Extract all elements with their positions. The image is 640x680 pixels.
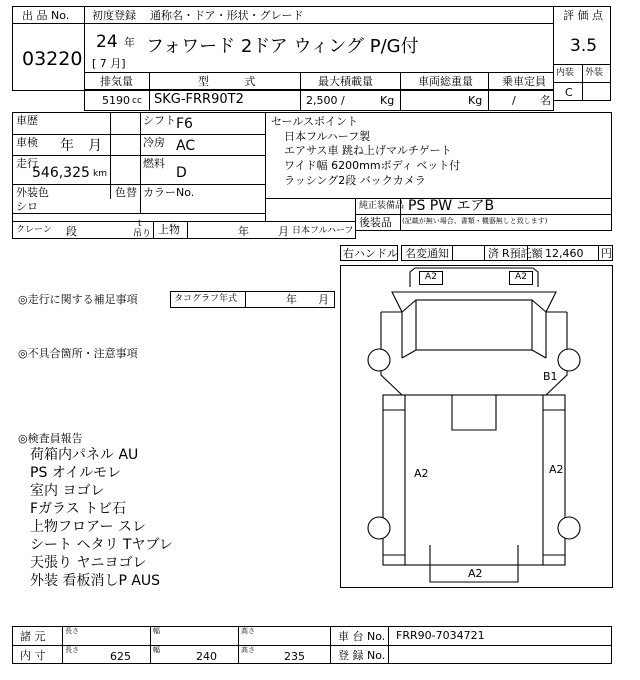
ac-value: AC <box>176 138 196 154</box>
mileage-unit: km <box>93 169 107 179</box>
inspector-line: シート ヘタリ Tヤブレ <box>30 537 173 553</box>
damage-mark: A2 <box>549 463 564 476</box>
model-code-label: 型 式 <box>198 75 272 88</box>
recycle-label: R預託額 <box>502 247 543 260</box>
displacement-unit: cc <box>132 96 142 106</box>
interior-grade: C <box>565 86 573 99</box>
fuel-value: D <box>176 165 187 181</box>
height-label: 高さ <box>241 646 255 654</box>
width-label: 幅 <box>153 646 160 654</box>
height-label: 高さ <box>241 627 255 635</box>
chassis-number: FRR90-7034721 <box>396 629 485 642</box>
shift-value: F6 <box>176 116 193 132</box>
name-change-label: 名変通知 <box>405 247 449 260</box>
color-code-label: カラーNo. <box>143 186 195 199</box>
body-maker: 日本フルハーフ <box>292 226 354 236</box>
spec-label: 諸 元 <box>20 630 46 643</box>
capacity-value: / <box>512 94 516 107</box>
mileage-value: 546,325 <box>32 165 90 181</box>
inspector-line: 上物フロアー スレ <box>30 519 147 535</box>
chassis-no-label: 車 台 No. <box>338 630 386 643</box>
mileage-label: 走行 <box>16 157 38 170</box>
model-code: SKG-FRR90T2 <box>154 92 244 107</box>
recycle-unit: 円 <box>601 247 612 260</box>
exterior-color-label: 外装色 <box>16 186 49 199</box>
inspector-line: 天張り ヤニヨゴレ <box>30 555 147 571</box>
inspector-line: Fガラス トビ石 <box>30 501 127 517</box>
sales-point-line: エアサス車 跳ね上げマルチゲート <box>284 144 452 157</box>
damage-mark: A2 <box>468 567 483 580</box>
recycle-amount: 12,460 <box>545 247 584 260</box>
registration-no-label: 登 録 No. <box>338 649 386 662</box>
inner-height: 235 <box>284 650 305 663</box>
inspector-report-label: ◎検査員報告 <box>18 432 83 445</box>
defect-notes-label: ◎不具合箇所・注意事項 <box>18 347 138 360</box>
inspector-line: 荷箱内パネル AU <box>30 447 139 463</box>
color-change-label: 色替 <box>115 186 137 199</box>
evaluation-score-label: 評 価 点 <box>563 9 603 22</box>
damage-mark: A2 <box>419 271 443 285</box>
crane-stage: 段 <box>66 225 77 238</box>
damage-mark: A2 <box>509 271 533 285</box>
interior-grade-label: 内装 <box>556 68 575 78</box>
body-year-unit: 年 <box>238 225 249 238</box>
capacity-unit: 名 <box>540 94 551 107</box>
tachograph-year-unit: 年 <box>286 293 297 306</box>
length-label: 長さ <box>65 646 79 654</box>
history-label: 車歴 <box>16 114 38 127</box>
vehicle-model-name: フォワード 2ドア ウィング P/G付 <box>146 36 419 57</box>
exterior-color-value: シロ <box>16 200 38 213</box>
inspector-line: 外装 看板消しP AUS <box>30 573 161 589</box>
inspection-label: 車検 <box>16 136 38 149</box>
displacement-label: 排気量 <box>100 75 133 88</box>
crane-lift: 吊り <box>133 229 152 239</box>
inner-dimension-label: 内 寸 <box>20 649 46 662</box>
crane-label: クレーン <box>16 225 52 235</box>
max-load-value: 2,500 / <box>306 94 345 107</box>
max-load-unit: Kg <box>380 94 395 107</box>
aftermarket-note: (記載が無い場合、書類・機器無しと致します) <box>402 217 548 225</box>
max-load-label: 最大積載量 <box>318 75 373 88</box>
year-unit: 年 <box>124 36 135 49</box>
sales-point-line: ラッシング2段 バックカメラ <box>284 174 426 187</box>
tachograph-month-unit: 月 <box>318 293 329 306</box>
first-registration-label: 初度登録 <box>92 9 136 22</box>
body-month-unit: 月 <box>278 225 289 238</box>
lot-number: 03220 <box>22 48 83 70</box>
damage-mark: A2 <box>414 467 429 480</box>
length-label: 長さ <box>65 627 79 635</box>
name-grade-header: 通称名・ドア・形状・グレード <box>150 9 304 22</box>
tachograph-label: タコグラフ年式 <box>174 294 238 304</box>
gross-weight-label: 車両総重量 <box>418 75 473 88</box>
gross-weight-unit: Kg <box>468 94 483 107</box>
capacity-label: 乗車定員 <box>502 75 546 88</box>
damage-mark: B1 <box>543 370 558 383</box>
sales-point-label: セールスポイント <box>271 115 359 128</box>
registration-month: [ 7 月] <box>92 57 126 70</box>
exterior-grade-label: 外装 <box>585 68 604 78</box>
shift-label: シフト <box>143 114 176 127</box>
width-label: 幅 <box>153 627 160 635</box>
displacement-value: 5190 <box>102 94 130 107</box>
genuine-equipment-label: 純正装備品 <box>359 201 405 211</box>
aftermarket-label: 後装品 <box>359 216 392 229</box>
lot-no-label: 出 品 No. <box>22 9 70 22</box>
ac-label: 冷房 <box>143 136 165 149</box>
inspector-line: 室内 ヨゴレ <box>30 483 105 499</box>
recycle-paid: 済 <box>488 247 499 260</box>
registration-year: 24 <box>96 32 118 52</box>
body-label: 上物 <box>158 223 180 236</box>
genuine-equipment-value: PS PW エアB <box>408 198 495 214</box>
inspection-year-unit: 年 <box>60 138 74 154</box>
sales-point-line: 日本フルハーフ製 <box>284 130 371 143</box>
inspector-line: PS オイルモレ <box>30 465 122 481</box>
crane-ton: t <box>138 219 142 229</box>
sales-point-line: ワイド幅 6200mmボディ ベット付 <box>284 159 461 172</box>
driving-notes-label: ◎走行に関する補足事項 <box>18 293 138 306</box>
inner-length: 625 <box>110 650 131 663</box>
evaluation-score: 3.5 <box>570 36 598 56</box>
inspection-month-unit: 月 <box>88 138 102 154</box>
right-hand-drive: 右ハンドル <box>343 247 398 260</box>
inner-width: 240 <box>196 650 217 663</box>
fuel-label: 燃料 <box>143 157 165 170</box>
